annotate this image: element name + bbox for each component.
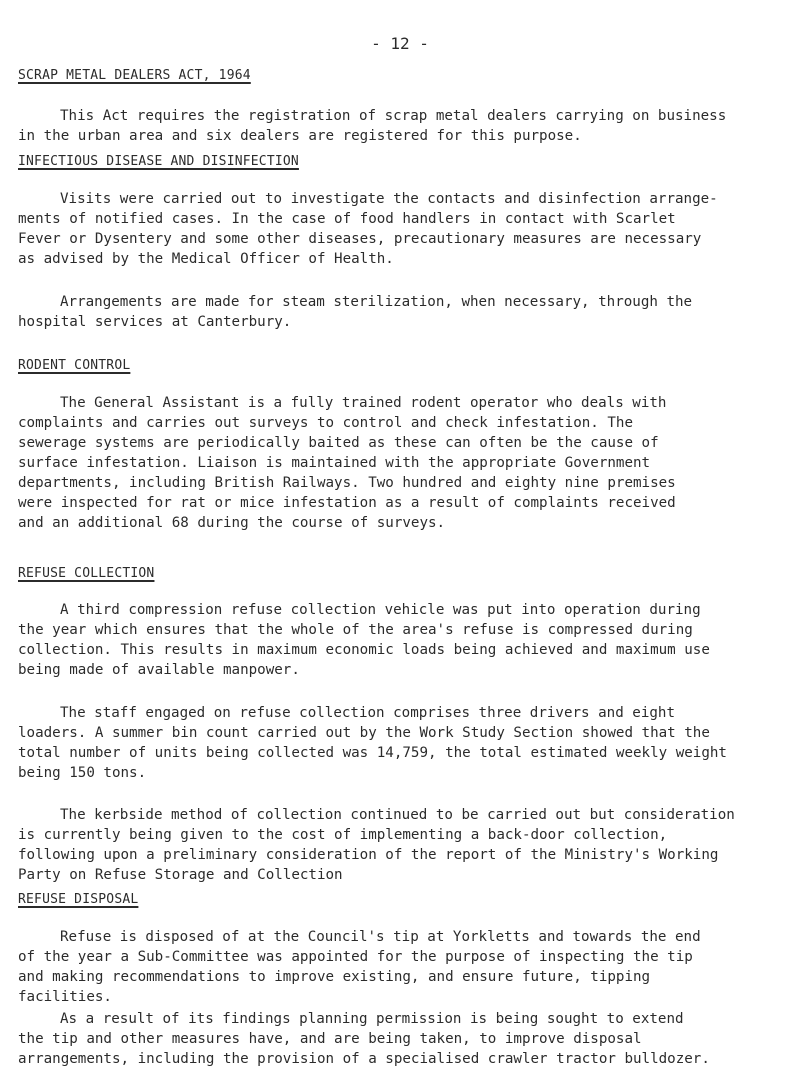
text-line: A third compression refuse collection vehicle was put into operation during (60, 602, 701, 618)
text-line: as advised by the Medical Officer of Health. (18, 251, 394, 267)
text-line: The kerbside method of collection continued to be carried out but consideration (60, 807, 735, 823)
paragraph (18, 1009, 798, 1069)
section-heading-rodent-control: RODENT CONTROL (18, 358, 131, 373)
text-line: complaints and carries out surveys to control and check infestation. The (18, 415, 633, 431)
section-heading-refuse-collection: REFUSE COLLECTION (18, 566, 155, 581)
text-line: in the urban area and six dealers are registered for this purpose. (18, 128, 582, 144)
paragraph (18, 805, 798, 885)
text-line: arrangements, including the provision of a specialised crawler tractor bulldozer. (18, 1051, 710, 1067)
text-line: departments, including British Railways. Two hundred and eighty nine premises (18, 475, 676, 491)
text-line: Arrangements are made for steam sterilization, when necessary, through the (60, 294, 693, 310)
text-line: Party on Refuse Storage and Collection (18, 867, 343, 883)
paragraph (18, 393, 798, 533)
text-line: The General Assistant is a fully trained rodent operator who deals with (60, 395, 667, 411)
text-line: hospital services at Canterbury. (18, 314, 292, 330)
page-number: - 12 - (371, 34, 429, 53)
text-line: sewerage systems are periodically baited as these can often be the cause of (18, 435, 659, 451)
text-line: the year which ensures that the whole of the area's refuse is compressed during (18, 622, 693, 638)
text-line: and making recommendations to improve existing, and ensure future, tipping (18, 969, 651, 985)
text-line: loaders. A summer bin count carried out by the Work Study Section showed that the (18, 725, 710, 741)
text-line: of the year a Sub-Committee was appointed for the purpose of inspecting the tip (18, 949, 693, 965)
paragraph (18, 106, 798, 146)
text-line: is currently being given to the cost of implementing a back-door collection, (18, 827, 668, 843)
text-line: ments of notified cases. In the case of food handlers in contact with Scarlet (18, 211, 676, 227)
text-line: following upon a preliminary consideration of the report of the Ministry's Working (18, 847, 719, 863)
text-line: being 150 tons. (18, 765, 147, 781)
paragraph (18, 600, 798, 680)
text-line: This Act requires the registration of scrap metal dealers carrying on business (60, 108, 727, 124)
section-heading-infectious-disease: INFECTIOUS DISEASE AND DISINFECTION (18, 154, 299, 169)
text-line: Visits were carried out to investigate the contacts and disinfection arrange- (60, 191, 718, 207)
text-line: being made of available manpower. (18, 662, 300, 678)
text-line: The staff engaged on refuse collection comprises three drivers and eight (60, 705, 675, 721)
paragraph (18, 189, 798, 269)
paragraph (18, 292, 798, 332)
text-line: and an additional 68 during the course of surveys. (18, 515, 446, 531)
text-line: were inspected for rat or mice infestation as a result of complaints received (18, 495, 676, 511)
text-line: Refuse is disposed of at the Council's tip at Yorkletts and towards the end (60, 929, 701, 945)
text-line: facilities. (18, 989, 112, 1005)
text-line: As a result of its findings planning permission is being sought to extend (60, 1011, 684, 1027)
text-line: total number of units being collected was 14,759, the total estimated weekly weight (18, 745, 727, 761)
text-line: Fever or Dysentery and some other diseases, precautionary measures are necessary (18, 231, 702, 247)
section-heading-refuse-disposal: REFUSE DISPOSAL (18, 892, 139, 907)
text-line: surface infestation. Liaison is maintained with the appropriate Government (18, 455, 651, 471)
paragraph (18, 927, 798, 1007)
section-heading-scrap-metal: SCRAP METAL DEALERS ACT, 1964 (18, 68, 251, 83)
text-line: collection. This results in maximum economic loads being achieved and maximum use (18, 642, 710, 658)
text-line: the tip and other measures have, and are being taken, to improve disposal (18, 1031, 642, 1047)
paragraph (18, 703, 798, 783)
